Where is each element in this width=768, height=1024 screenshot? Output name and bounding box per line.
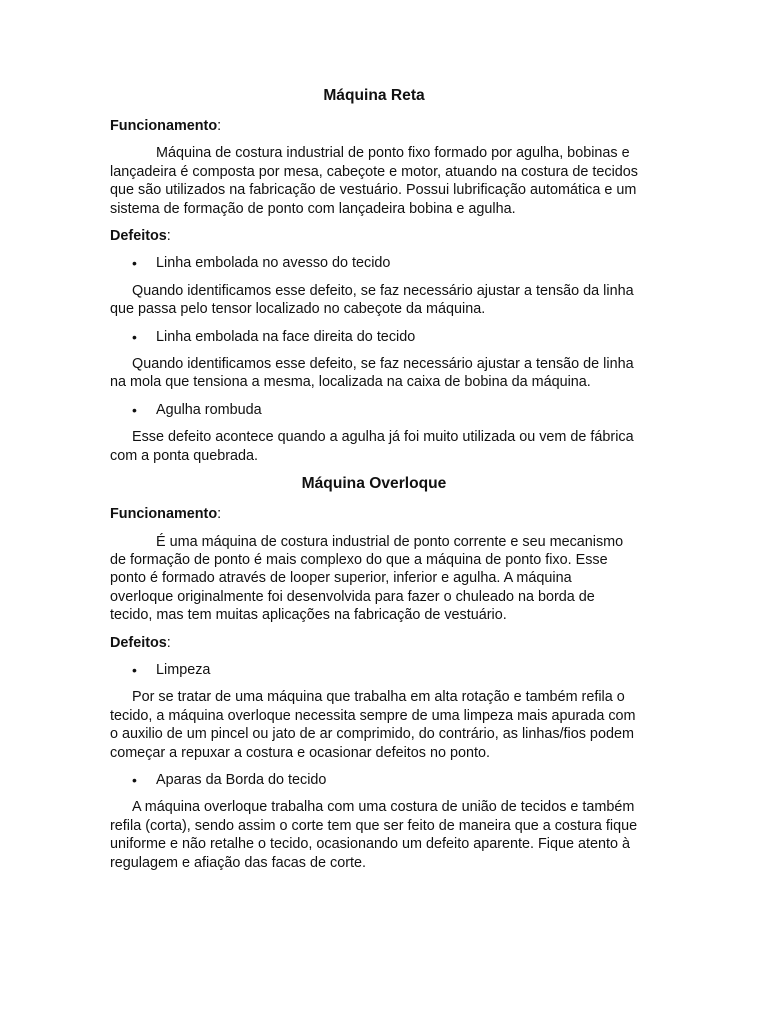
bullet-icon: • (132, 255, 137, 272)
defect-list-item (110, 401, 638, 419)
document-body (110, 86, 638, 881)
bullet-icon: • (132, 771, 137, 788)
defect-item-text: Agulha rombuda (156, 401, 262, 418)
defect-description: Esse defeito acontece quando a agulha já foi muito utilizada ou vem de fábrica com a ponta quebrada. (110, 429, 634, 464)
label-colon: : (217, 118, 222, 134)
funcionamento-label (110, 505, 638, 523)
label-colon: : (166, 228, 171, 245)
bullet-icon: • (132, 328, 137, 345)
defeitos-label (110, 634, 638, 652)
defect-list-item (110, 661, 638, 679)
defect-description: Quando identificamos esse defeito, se faz necessário ajustar a tensão da linha que passa pelo tensor localizado no cabeçote da máquina. (110, 282, 634, 318)
defect-list-item (110, 254, 638, 272)
defeitos-label (110, 227, 638, 245)
defect-list-item (110, 771, 638, 789)
defect-item-text: Aparas da Borda do tecido (156, 771, 327, 788)
bullet-icon: • (132, 661, 137, 678)
funcionamento-paragraph: É uma máquina de costura industrial de ponto corrente e seu mecanismo de formação de ponto é mais complexo do que a máquina de ponto fixo. Esse ponto é formado através de looper superior, inferior e agulha. A máquina overloque originalmente foi desenvolvida para fazer o chuleado na borda de tecido, mas tem muitas aplicações na fabricação de vestuário. (110, 533, 624, 624)
defect-item-text: Limpeza (156, 661, 211, 678)
bullet-icon: • (132, 401, 137, 418)
defeitos-heading: Defeitos (110, 228, 167, 245)
defect-description: Por se tratar de uma máquina que trabalha em alta rotação e também refila o tecido, a máquina overloque necessita sempre de uma limpeza mais apurada com o auxilio de um pincel ou jato de ar comprimido, do contrário, as linhas/fios podem começar a repuxar a costura e ocasionar defeitos no ponto. (110, 689, 636, 761)
defeitos-heading: Defeitos (110, 634, 167, 651)
section-title-maquina-overloque: Máquina Overloque (301, 475, 447, 493)
funcionamento-heading: Funcionamento (110, 118, 218, 134)
section-title-maquina-reta: Máquina Reta (323, 87, 425, 104)
label-colon: : (166, 634, 171, 651)
funcionamento-heading: Funcionamento (110, 506, 218, 523)
defect-description: Quando identificamos esse defeito, se faz necessário ajustar a tensão de linha na mola que tensiona a mesma, localizada na caixa de bobina da máquina. (110, 356, 634, 391)
defect-item-text: Linha embolada no avesso do tecido (156, 255, 391, 272)
label-colon: : (217, 506, 222, 523)
defect-item-text: Linha embolada na face direita do tecido (156, 328, 416, 345)
defect-description: A máquina overloque trabalha com uma costura de união de tecidos e também refila (corta), sendo assim o corte tem que ser feito de maneira que a costura fique uniforme e não retalhe o tecido, ocasionando um defeito aparente. Fique atento à regulagem e afiação das facas de corte. (110, 799, 638, 871)
funcionamento-paragraph: Máquina de costura industrial de ponto fixo formado por agulha, bobinas e lançadeira é composta por mesa, cabeçote e motor, atuando na costura de tecidos que são utilizados na fabricação de vestuário. Possui lubrificação automática e um sistema de formação de ponto com lançadeira bobina e agulha. (110, 145, 638, 217)
defect-list-item (110, 328, 638, 346)
funcionamento-label (110, 117, 638, 135)
